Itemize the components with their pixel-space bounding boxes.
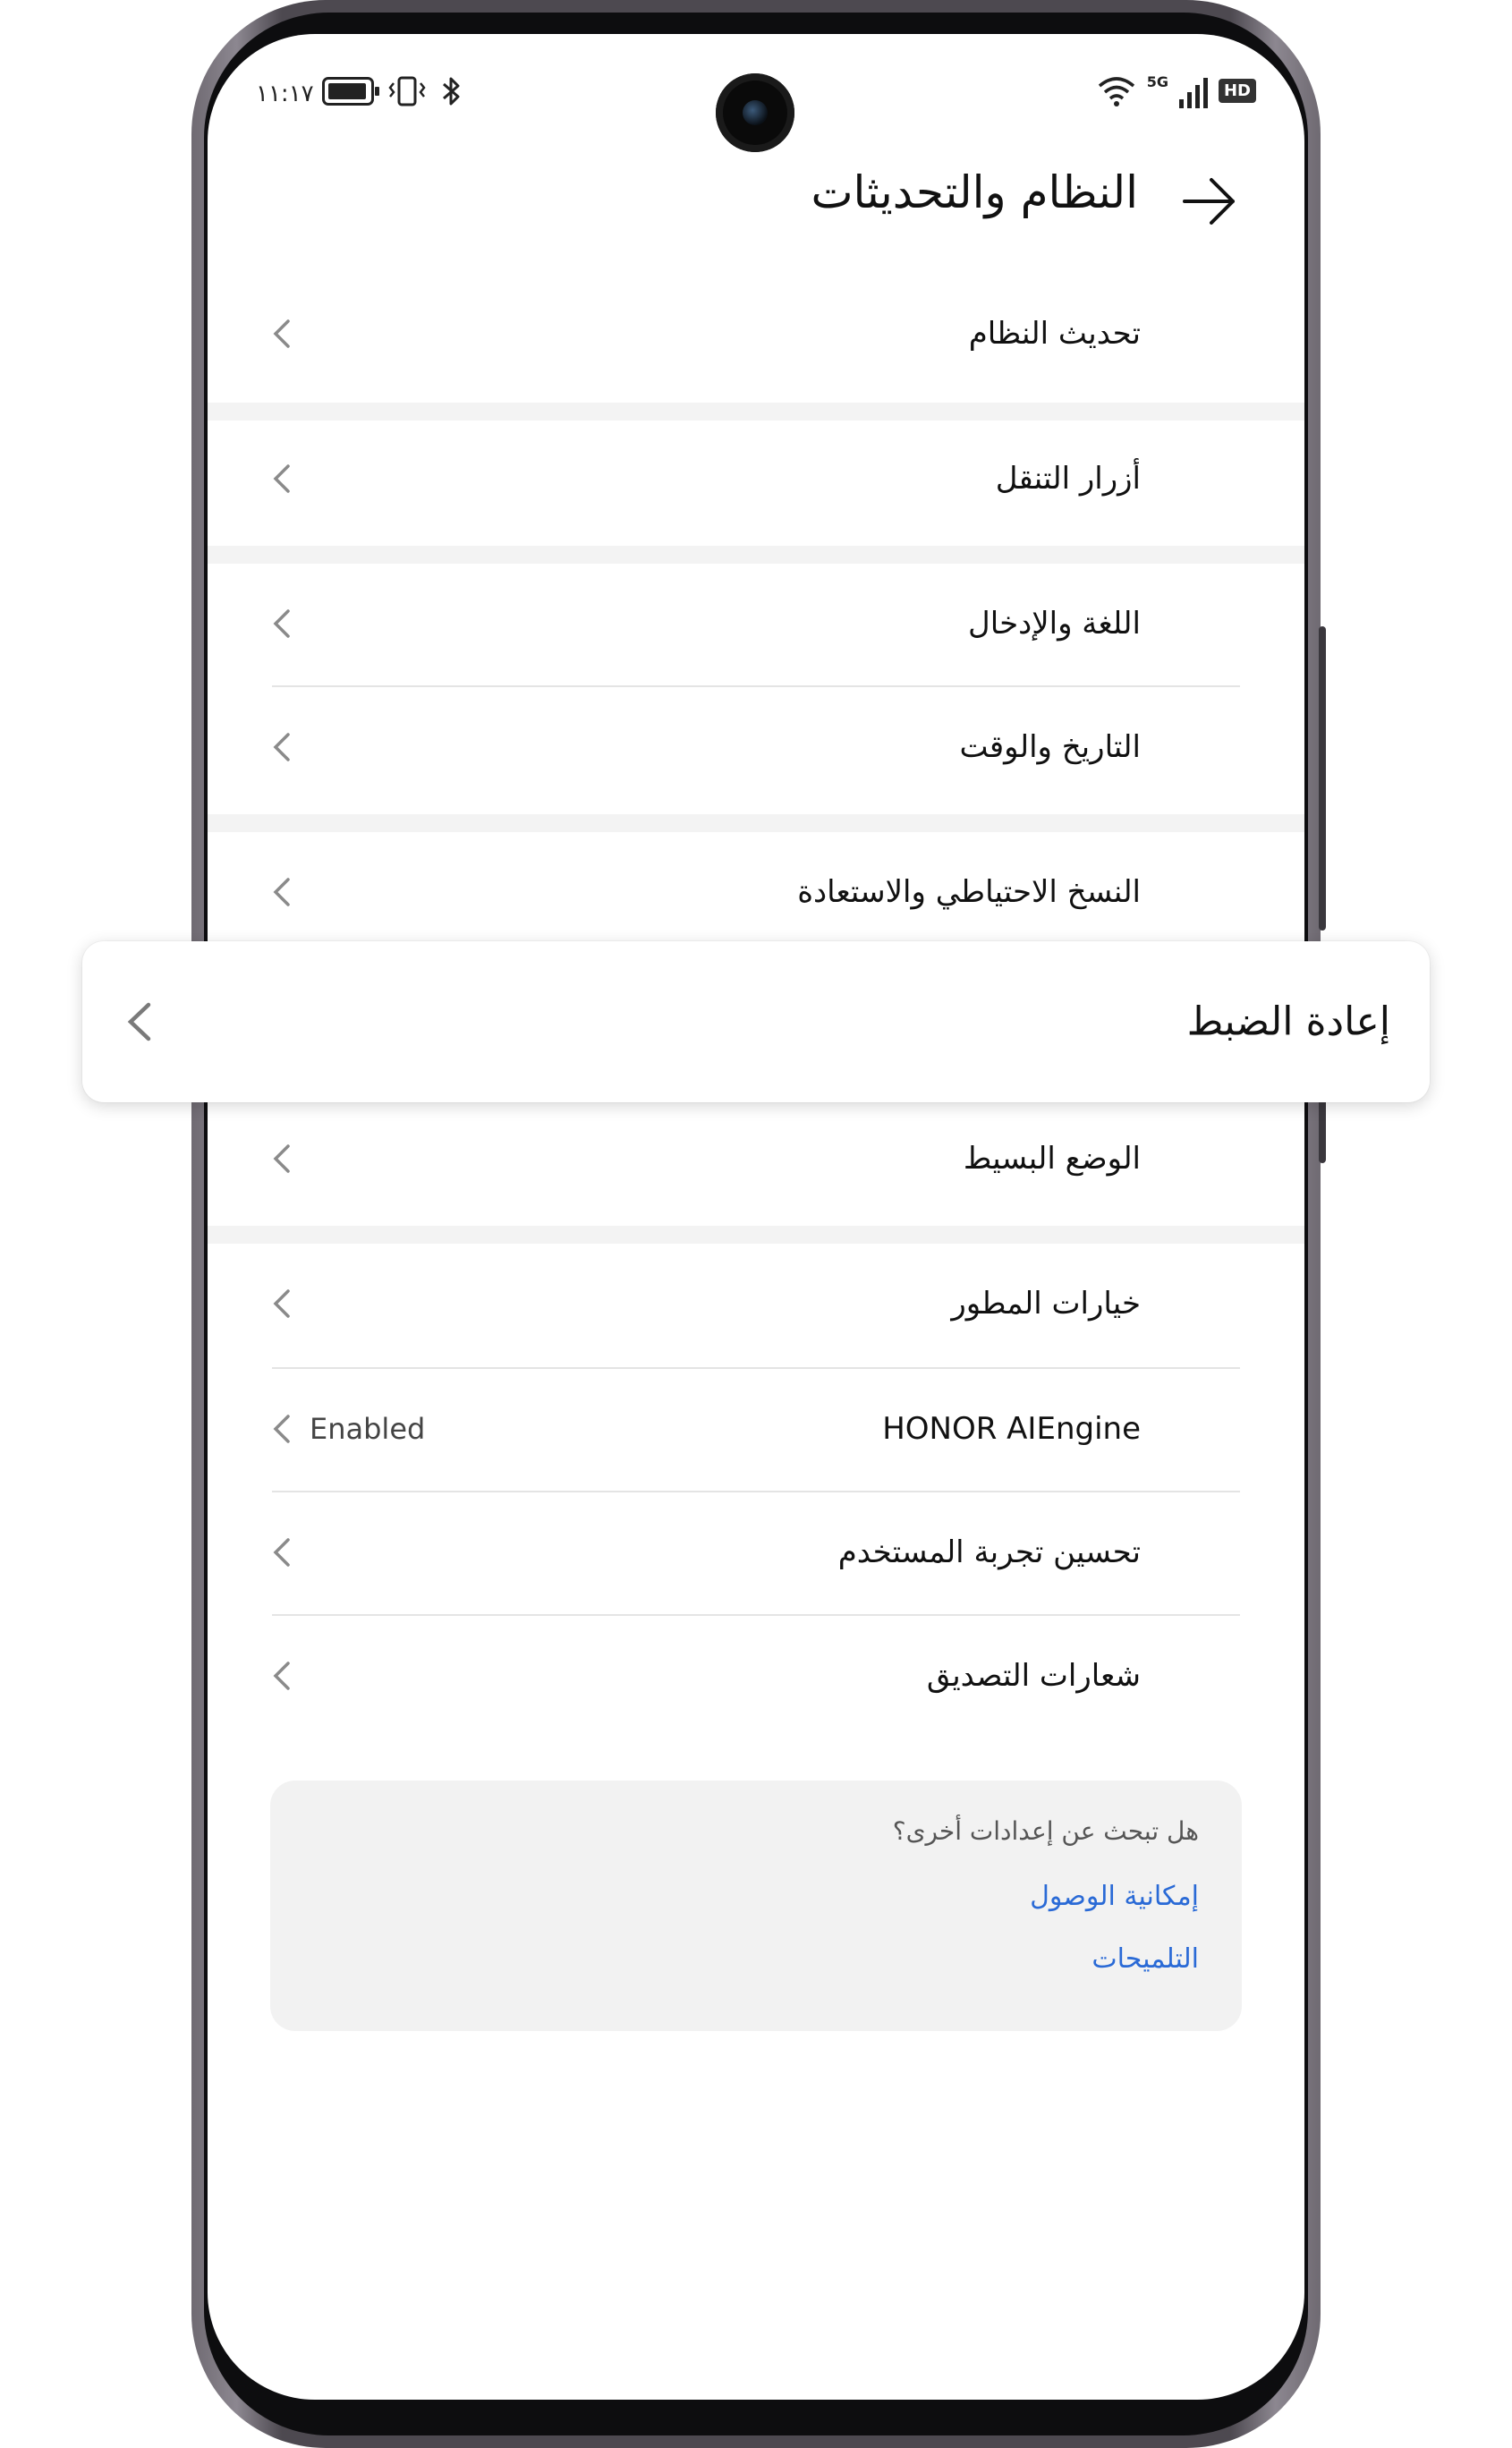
page-title: النظام والتحديثات — [811, 166, 1138, 218]
list-item-certification-logos[interactable] — [208, 1614, 1304, 1738]
chevron-left-icon — [268, 461, 295, 497]
list-item-label: النسخ الاحتياطي والاستعادة — [797, 874, 1141, 910]
chevron-left-icon — [268, 1658, 295, 1694]
chevron-left-icon — [268, 1286, 295, 1322]
list-item-label: تحديث النظام — [968, 316, 1141, 352]
list-item-label: تحسين تجربة المستخدم — [837, 1534, 1141, 1570]
chevron-left-icon — [268, 606, 295, 642]
list-item-label: التاريخ والوقت — [959, 729, 1141, 765]
list-item-label: خيارات المطور — [951, 1286, 1141, 1322]
volume-button — [1319, 626, 1326, 931]
chevron-left-icon — [122, 998, 157, 1046]
chevron-left-icon — [268, 729, 295, 765]
status-time: ١١:١٧ — [256, 81, 314, 107]
settings-list — [208, 0, 1304, 2448]
list-item-backup-restore[interactable] — [208, 830, 1304, 954]
list-item-simple-mode[interactable] — [208, 1097, 1304, 1220]
list-item-user-experience[interactable] — [208, 1491, 1304, 1614]
chevron-left-icon — [268, 1141, 295, 1177]
list-item-honor-aiengine[interactable] — [208, 1367, 1304, 1491]
list-item-language-input[interactable] — [208, 562, 1304, 685]
list-item-label: اللغة والإدخال — [968, 606, 1141, 642]
hd-badge: HD — [1219, 79, 1256, 103]
list-item-label: إعادة الضبط — [1186, 999, 1390, 1045]
network-type: 5G — [1146, 73, 1168, 90]
list-item-label: HONOR AIEngine — [882, 1411, 1141, 1447]
link-tips[interactable]: التلميحات — [1092, 1943, 1199, 1975]
list-item-label: شعارات التصديق — [926, 1658, 1141, 1694]
list-item-system-update[interactable] — [208, 272, 1304, 395]
chevron-left-icon — [268, 874, 295, 910]
group-gap — [208, 1226, 1304, 1244]
group-gap — [208, 546, 1304, 564]
list-item-developer-options[interactable] — [208, 1242, 1304, 1365]
list-item-date-time[interactable] — [208, 685, 1304, 809]
list-item-label: الوضع البسيط — [963, 1141, 1141, 1177]
suggestions-card — [270, 1781, 1242, 2031]
chevron-left-icon — [268, 1534, 295, 1570]
chevron-left-icon — [268, 1411, 295, 1447]
list-item-reset-highlighted[interactable] — [82, 941, 1430, 1102]
link-accessibility[interactable]: إمكانية الوصول — [1030, 1881, 1199, 1912]
suggestions-question: هل تبحث عن إعدادات أخرى؟ — [892, 1816, 1199, 1846]
list-item-value: Enabled — [310, 1412, 426, 1446]
list-item-label: أزرار التنقل — [995, 461, 1141, 497]
chevron-left-icon — [268, 316, 295, 352]
list-item-navigation-buttons[interactable] — [208, 417, 1304, 540]
group-gap — [208, 814, 1304, 832]
